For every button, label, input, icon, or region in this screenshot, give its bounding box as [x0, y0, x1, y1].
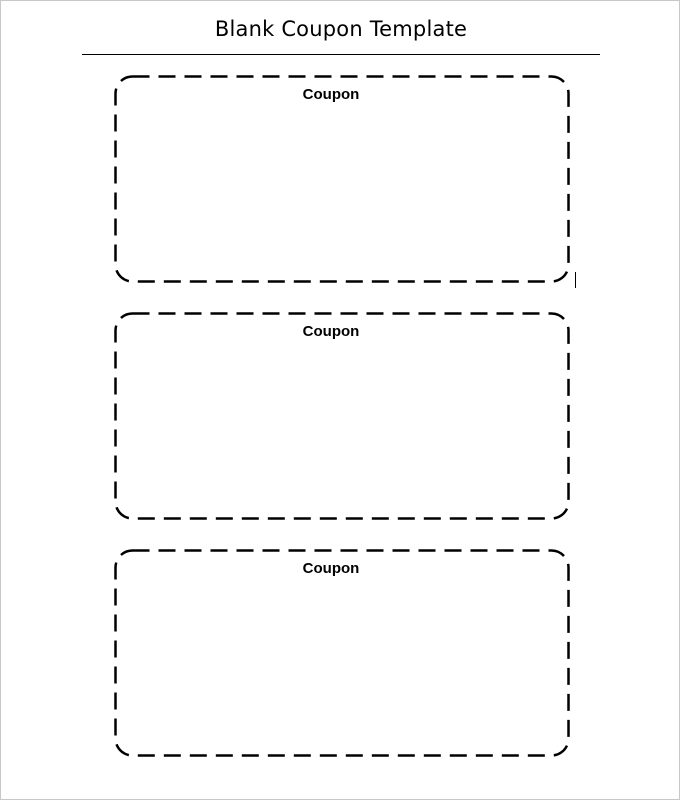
title-underline — [82, 54, 600, 55]
coupon-dashed-border-2 — [114, 312, 570, 520]
coupon-card-2 — [114, 312, 570, 520]
coupon-card-1 — [114, 75, 570, 283]
coupon-dashed-border-1 — [114, 75, 570, 283]
coupon-dashed-border-3 — [114, 549, 570, 757]
coupon-label: Coupon — [302, 323, 360, 340]
coupon-label: Coupon — [302, 86, 360, 103]
coupon-label: Coupon — [302, 560, 360, 577]
page-title: Blank Coupon Template — [214, 17, 468, 41]
cut-mark — [575, 272, 576, 288]
coupon-card-3 — [114, 549, 570, 757]
